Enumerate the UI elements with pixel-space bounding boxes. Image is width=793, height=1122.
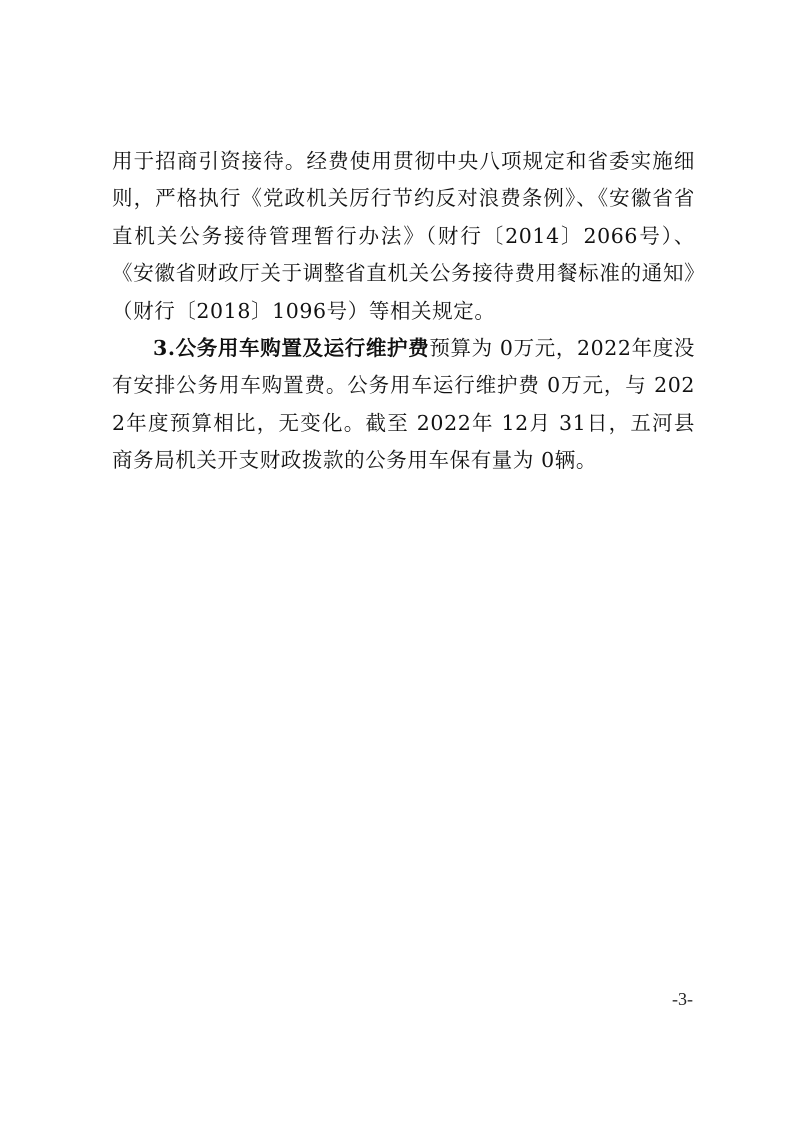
page-body bbox=[112, 143, 695, 480]
vehicle-expenses-text: 预算为 0万元，2022年度没有安排公务用车购置费。公务用车运行维护费 0万元，与 2022年度预算相比，无变化。截至 2022年 12月 31日，五河县商务局机关开支财政拨款的公务用车保有量为 0辆。 bbox=[112, 336, 695, 473]
paragraph-vehicle-expenses bbox=[112, 330, 695, 480]
page-number: -3- bbox=[672, 989, 693, 1009]
paragraph-reception-expenses: 用于招商引资接待。经费使用贯彻中央八项规定和省委实施细则，严格执行《党政机关厉行节约反对浪费条例》、《安徽省省直机关公务接待管理暂行办法》（财行〔2014〕2066号）、《安徽省财政厅关于调整省直机关公务接待费用餐标准的通知》（财行〔2018〕1096号）等相关规定。 bbox=[112, 149, 695, 323]
section-heading-vehicle-expenses: 3.公务用车购置及运行维护费 bbox=[153, 336, 430, 361]
